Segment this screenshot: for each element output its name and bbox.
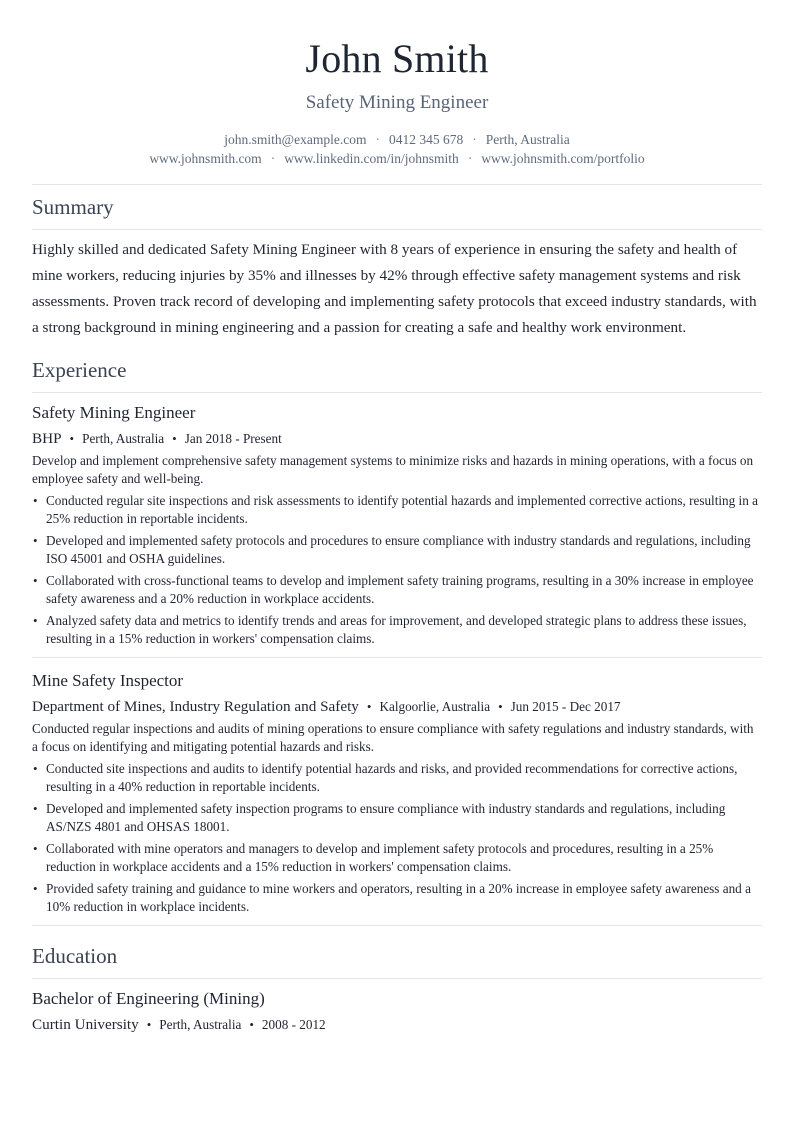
achievement-item xyxy=(32,760,762,796)
job-location: Perth, Australia xyxy=(82,431,165,446)
bullet-icon: • xyxy=(33,573,38,588)
portfolio-link[interactable]: www.johnsmith.com/portfolio xyxy=(481,151,645,166)
contact-separator: · xyxy=(375,132,380,147)
achievement-item xyxy=(32,800,762,836)
job-title: Safety Mining Engineer xyxy=(32,403,196,422)
contact-separator: · xyxy=(270,151,276,166)
experience-item xyxy=(32,403,762,658)
achievement-item xyxy=(32,840,762,876)
job-location: Kalgoorlie, Australia xyxy=(379,699,491,714)
achievement-text: Conducted regular site inspections and risk assessments to identify potential hazards and implemented corrective actions, resulting in a 25% reduction in reportable incidents. xyxy=(46,493,758,526)
achievement-text: Conducted site inspections and audits to identify potential hazards and risks, and provided recommendations for corrective actions, resulting in a 40% reduction in reportable incidents. xyxy=(46,761,738,794)
job-meta xyxy=(32,698,762,716)
meta-separator: • xyxy=(498,699,503,714)
summary-text: Highly skilled and dedicated Safety Mining Engineer with 8 years of experience in ensuring the safety and health of mine workers, reducing injuries by 35% and illnesses by 42% through effective safety management systems and risk assessments. Proven track record of developing and implementing safety protocols that exceed industry standards, with a strong background in mining engineering and a passion for creating a safe and healthy work environment. xyxy=(32,241,757,336)
experience-heading: Experience xyxy=(32,358,127,382)
job-dates: Jun 2015 - Dec 2017 xyxy=(510,699,621,714)
education-meta xyxy=(32,1016,762,1034)
section-divider xyxy=(32,392,762,393)
job-meta xyxy=(32,430,762,448)
education-dates: 2008 - 2012 xyxy=(261,1017,326,1032)
candidate-name: John Smith xyxy=(305,36,489,81)
achievement-item xyxy=(32,612,762,648)
bullet-icon: • xyxy=(33,613,38,628)
linkedin-link[interactable]: www.linkedin.com/in/johnsmith xyxy=(284,151,459,166)
company-name: Department of Mines, Industry Regulation and Safety xyxy=(32,698,359,715)
section-divider xyxy=(32,978,762,979)
meta-separator: • xyxy=(69,431,75,446)
experience-item xyxy=(32,671,762,926)
degree-title: Bachelor of Engineering (Mining) xyxy=(32,989,265,1008)
meta-separator: • xyxy=(146,1017,152,1032)
achievement-item xyxy=(32,532,762,568)
school-location: Perth, Australia xyxy=(159,1017,242,1032)
achievement-item xyxy=(32,572,762,608)
achievement-text: Collaborated with mine operators and managers to develop and implement safety protocols and procedures, resulting in a 25% reduction in workplace accidents and a 15% reduction in workers' compensation claims. xyxy=(46,841,714,874)
job-description: Conducted regular inspections and audits of mining operations to ensure compliance with safety regulations and industry standards, with a focus on identifying and mitigating potential hazards and risks. xyxy=(32,721,754,754)
job-title: Mine Safety Inspector xyxy=(32,671,184,690)
meta-separator: • xyxy=(172,431,177,446)
job-dates: Jan 2018 - Present xyxy=(184,431,282,446)
bullet-icon: • xyxy=(33,493,38,508)
achievement-text: Developed and implemented safety inspection programs to ensure compliance with industry standards and regulations, including AS/NZS 4801 and OHSAS 18001. xyxy=(46,801,726,834)
education-heading: Education xyxy=(32,944,118,968)
job-divider xyxy=(32,657,762,658)
school-name: Curtin University xyxy=(32,1016,139,1033)
meta-separator: • xyxy=(249,1017,254,1032)
section-divider xyxy=(32,229,762,230)
company-name: BHP xyxy=(32,430,62,447)
contact-row-1 xyxy=(32,130,762,149)
resume-header xyxy=(32,0,762,168)
meta-separator: • xyxy=(366,699,372,714)
candidate-title: Safety Mining Engineer xyxy=(305,92,489,113)
achievement-text: Analyzed safety data and metrics to identify trends and areas for improvement, and developed strategic plans to address these issues, resulting in a 15% reduction in workers' compensation claims. xyxy=(46,613,747,646)
phone-number[interactable]: 0412 345 678 xyxy=(388,132,464,147)
bullet-icon: • xyxy=(33,841,38,856)
website-link[interactable]: www.johnsmith.com xyxy=(149,151,262,166)
achievement-text: Collaborated with cross-functional teams to develop and implement safety training programs, resulting in a 30% increase in employee safety awareness and a 20% reduction in workplace accidents. xyxy=(46,573,754,606)
bullet-icon: • xyxy=(33,533,38,548)
achievement-list xyxy=(32,492,762,648)
achievement-item xyxy=(32,492,762,528)
contact-separator: · xyxy=(472,132,477,147)
education-section-head xyxy=(32,926,762,979)
achievement-text: Provided safety training and guidance to mine workers and operators, resulting in a 20% increase in employee safety awareness and a 10% reduction in workplace incidents. xyxy=(46,881,751,914)
bullet-icon: • xyxy=(33,761,38,776)
experience-section-head xyxy=(32,341,762,393)
summary-heading: Summary xyxy=(32,195,114,219)
job-description: Develop and implement comprehensive safety management systems to minimize risks and hazards in mining operations, with a focus on employee safety and well-being. xyxy=(32,453,754,486)
achievement-item xyxy=(32,880,762,916)
summary-section-head xyxy=(32,185,762,230)
education-item xyxy=(32,989,762,1034)
email-link[interactable]: john.smith@example.com xyxy=(224,132,367,147)
location-text: Perth, Australia xyxy=(485,132,570,147)
contact-row-2 xyxy=(32,149,762,168)
achievement-text: Developed and implemented safety protocols and procedures to ensure compliance with industry standards and regulations, including ISO 45001 and OSHA guidelines. xyxy=(46,533,751,566)
bullet-icon: • xyxy=(33,801,38,816)
achievement-list xyxy=(32,760,762,916)
contact-separator: · xyxy=(467,151,473,166)
bullet-icon: • xyxy=(33,881,38,896)
